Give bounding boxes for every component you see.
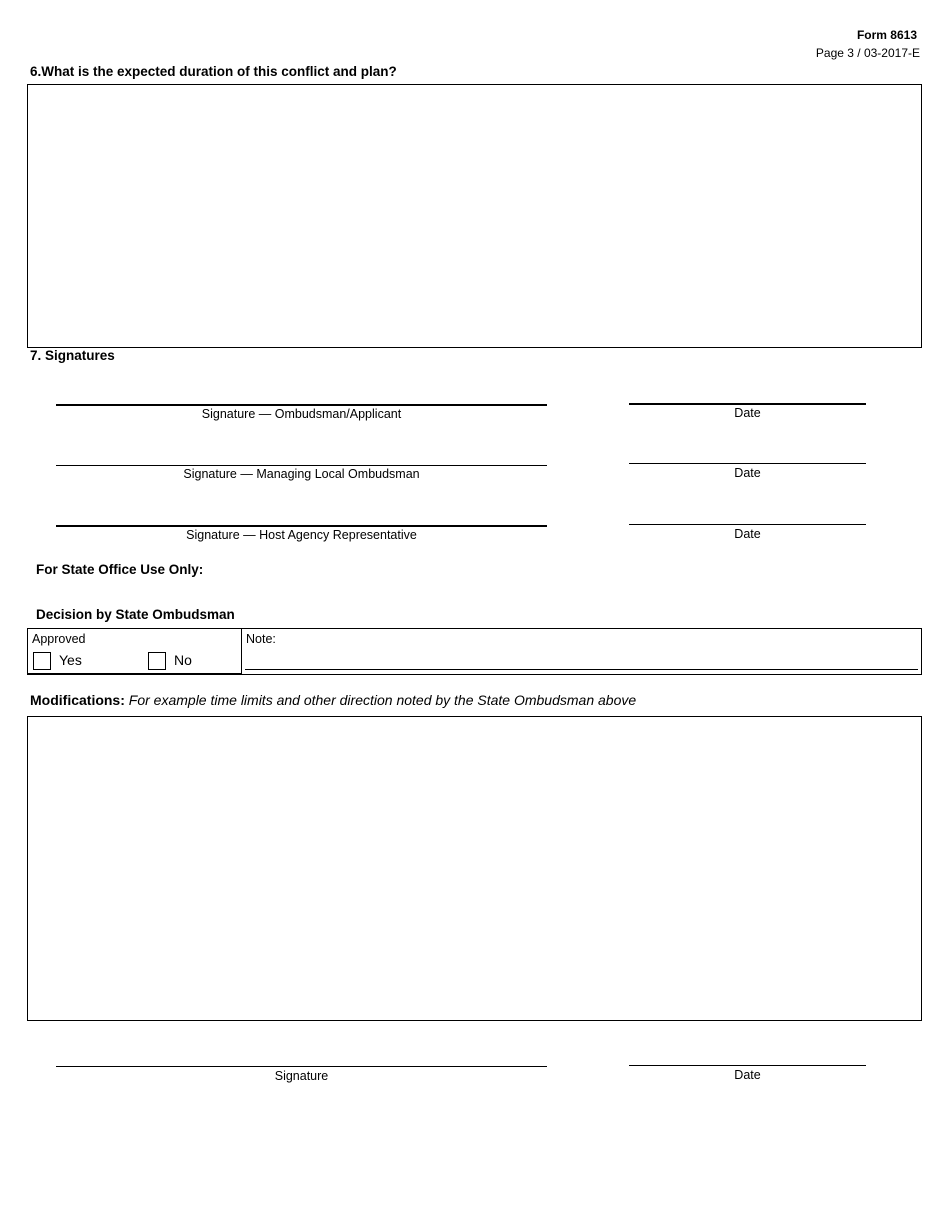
duration-answer-box[interactable]: [27, 84, 922, 348]
yes-checkbox[interactable]: [33, 652, 51, 670]
final-date-label: Date: [734, 1068, 761, 1082]
final-date-line[interactable]: [629, 1065, 866, 1066]
note-input-line[interactable]: [245, 669, 918, 670]
yes-label: Yes: [59, 652, 82, 668]
date-label-host-agency: Date: [734, 527, 761, 541]
signature-label-applicant: Signature — Ombudsman/Applicant: [201, 407, 402, 421]
signature-label-managing-ombudsman: Signature — Managing Local Ombudsman: [183, 467, 420, 481]
approved-label: Approved: [32, 632, 86, 646]
note-label: Note:: [246, 632, 276, 646]
modifications-hint: For example time limits and other direction noted by the State Ombudsman above: [128, 692, 637, 708]
signature-line-host-agency[interactable]: [56, 525, 547, 527]
approved-cell: [28, 629, 242, 674]
note-cell: [242, 629, 921, 674]
final-signature-line[interactable]: [56, 1066, 547, 1067]
date-line-managing-ombudsman[interactable]: [629, 463, 866, 464]
signature-label-host-agency: Signature — Host Agency Representative: [186, 528, 417, 542]
decision-table: [27, 628, 922, 675]
date-line-host-agency[interactable]: [629, 524, 866, 525]
no-checkbox[interactable]: [148, 652, 166, 670]
date-label-applicant: Date: [734, 406, 761, 420]
page-info: Page 3 / 03-2017-E: [815, 46, 920, 60]
signatures-title: 7. Signatures: [30, 348, 115, 363]
final-signature-label: Signature: [274, 1069, 329, 1083]
modifications-label: Modifications:: [30, 692, 125, 708]
no-label: No: [174, 652, 192, 668]
modifications-box[interactable]: [27, 716, 922, 1021]
question-6-title: 6.What is the expected duration of this conflict and plan?: [30, 64, 397, 79]
state-office-title: For State Office Use Only:: [36, 562, 204, 577]
date-line-applicant[interactable]: [629, 403, 866, 405]
form-number: Form 8613: [856, 28, 917, 42]
date-label-managing-ombudsman: Date: [734, 466, 761, 480]
decision-title: Decision by State Ombudsman: [36, 607, 235, 622]
signature-line-managing-ombudsman[interactable]: [56, 465, 547, 466]
signature-line-applicant[interactable]: [56, 404, 547, 406]
modifications-heading: [30, 692, 636, 708]
